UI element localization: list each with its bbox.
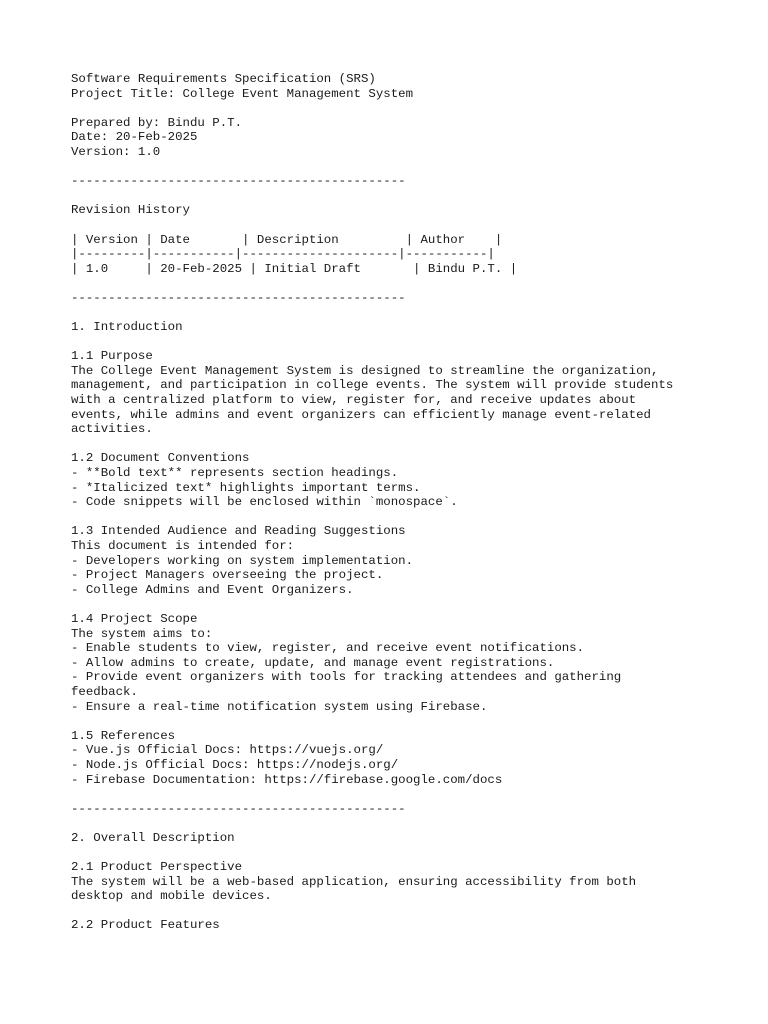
revision-table-row: | 1.0 | 20-Feb-2025 | Initial Draft | Bindu P.T. | bbox=[71, 261, 518, 276]
purpose-text-line: The College Event Management System is designed to streamline the organization, bbox=[71, 363, 659, 378]
revision-table-header: | Version | Date | Description | Author | bbox=[71, 232, 503, 247]
scope-item: The system aims to: bbox=[71, 626, 213, 641]
audience-item: - Developers working on system implementation. bbox=[71, 553, 414, 568]
purpose-text-line: activities. bbox=[71, 422, 153, 437]
conventions-item: - Code snippets will be enclosed within `monospace`. bbox=[71, 495, 458, 510]
audience-item: - Project Managers overseeing the project. bbox=[71, 568, 384, 583]
purpose-text-line: with a centralized platform to view, register for, and receive updates about bbox=[71, 393, 637, 408]
references-heading: 1.5 References bbox=[71, 728, 176, 743]
conventions-item: - *Italicized text* highlights important terms. bbox=[71, 480, 421, 495]
purpose-text-line: events, while admins and event organizers can efficiently manage event-related bbox=[71, 407, 651, 422]
spacer bbox=[71, 787, 731, 802]
perspective-text-line: The system will be a web-based application, ensuring accessibility from both bbox=[71, 874, 637, 889]
scope-heading: 1.4 Project Scope bbox=[71, 611, 198, 626]
scope-item: - Enable students to view, register, and receive event notifications. bbox=[71, 641, 585, 656]
doc-version: Version: 1.0 bbox=[71, 144, 161, 159]
audience-item: This document is intended for: bbox=[71, 539, 295, 553]
audience-item: - College Admins and Event Organizers. bbox=[71, 582, 354, 597]
spacer bbox=[71, 189, 731, 204]
doc-date: Date: 20-Feb-2025 bbox=[71, 130, 198, 145]
project-title: Project Title: College Event Management System bbox=[71, 86, 414, 101]
features-heading: 2.2 Product Features bbox=[71, 918, 220, 933]
scope-item: feedback. bbox=[71, 684, 138, 699]
audience-heading: 1.3 Intended Audience and Reading Suggestions bbox=[71, 524, 406, 539]
perspective-text-line: desktop and mobile devices. bbox=[71, 889, 272, 904]
spacer bbox=[71, 160, 731, 175]
spacer bbox=[71, 845, 731, 860]
spacer bbox=[71, 306, 731, 321]
scope-item: - Provide event organizers with tools for tracking attendees and gathering bbox=[71, 670, 622, 685]
perspective-heading: 2.1 Product Perspective bbox=[71, 860, 243, 875]
reference-item: - Node.js Official Docs: https://nodejs.org/ bbox=[71, 757, 399, 772]
scope-item: - Allow admins to create, update, and manage event registrations. bbox=[71, 655, 555, 670]
separator-line: --------------------------------------------- bbox=[71, 290, 406, 305]
prepared-by: Prepared by: Bindu P.T. bbox=[71, 115, 243, 130]
separator-line: --------------------------------------------- bbox=[71, 174, 406, 189]
spacer bbox=[71, 510, 731, 525]
spacer bbox=[71, 816, 731, 831]
reference-item: - Firebase Documentation: https://firebase.google.com/docs bbox=[71, 772, 503, 787]
spacer bbox=[71, 101, 731, 116]
spacer bbox=[71, 276, 731, 291]
spacer bbox=[71, 218, 731, 233]
section-overall-description-heading: 2. Overall Description bbox=[71, 830, 235, 845]
scope-item: - Ensure a real-time notification system using Firebase. bbox=[71, 699, 488, 714]
doc-title: Software Requirements Specification (SRS) bbox=[71, 72, 376, 86]
spacer bbox=[71, 335, 731, 350]
revision-history-heading: Revision History bbox=[71, 203, 190, 218]
conventions-heading: 1.2 Document Conventions bbox=[71, 451, 250, 466]
separator-line: --------------------------------------------- bbox=[71, 801, 406, 816]
purpose-text-line: management, and participation in college events. The system will provide students bbox=[71, 378, 674, 393]
reference-item: - Vue.js Official Docs: https://vuejs.org/ bbox=[71, 743, 384, 758]
spacer bbox=[71, 437, 731, 452]
purpose-heading: 1.1 Purpose bbox=[71, 349, 153, 364]
conventions-item: - **Bold text** represents section headings. bbox=[71, 466, 399, 481]
spacer bbox=[71, 904, 731, 919]
section-introduction-heading: 1. Introduction bbox=[71, 320, 183, 335]
revision-table-divider: |---------|-----------|---------------------|-----------| bbox=[71, 247, 495, 262]
spacer bbox=[71, 714, 731, 729]
document-page bbox=[71, 72, 731, 933]
spacer bbox=[71, 597, 731, 612]
